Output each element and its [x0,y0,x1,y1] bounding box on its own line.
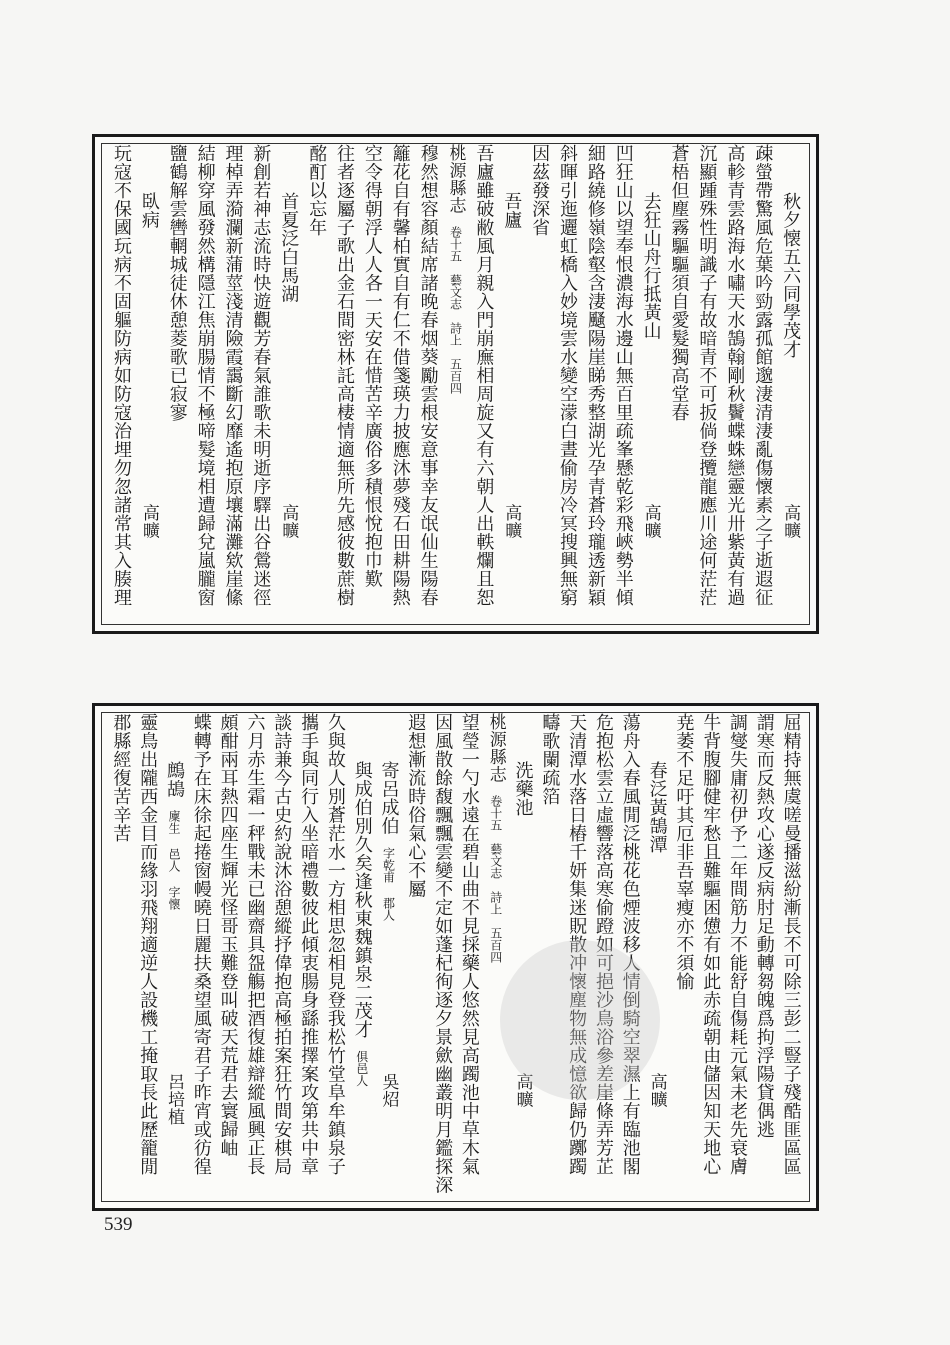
verse-column [136,713,158,1201]
verse-column [584,144,606,624]
verse-column [333,144,355,624]
column-text: 往者逐屬子歌出金石間密林託高棲情適無所先感彼數蔗樹 [333,144,355,607]
column-text: 蒼梧但塵霧驅驅須自愛髮獨高堂春 [668,144,690,422]
column-text: 寄呂成伯 [378,761,400,835]
author-name: 高曠 [501,504,522,539]
verse-column [166,144,188,624]
column-text: 鷓鴣 [164,761,186,798]
column-text: 天清潭水落日樁千妍集迷貺散冲懷塵物無成憶欲歸仍躑躅 [566,713,588,1176]
column-text: 新創若神志流時快遊觀芳春氣誰歌未明逝序驛出谷鶯迷徑 [250,144,272,607]
column-text: 疎螢帶驚風危葉吟勁露孤館邈淒清淒亂傷懷素之子逝遐征 [752,144,774,607]
column-text: 攜手與同行入坐暗禮數彼此傾衷腸身繇推擇案攻第共中章 [298,713,320,1176]
column-text: 尭萎不足吁其厄非吾辜瘦亦不須愉 [673,713,695,991]
poem-title-column [163,713,185,1201]
column-note: 字乾甫 郡人 [381,835,396,921]
column-text: 玩寇不保國玩病不固軀防病如防寇治埋勿忽諸常其入腠理 [110,144,132,607]
verse-column [780,713,802,1201]
bottom-text-frame [101,712,810,1202]
column-text: 鹽鶴解雲轡輞城徒休憩菱歌已寂寥 [166,144,188,422]
column-text: 理棹弄漪瀾新蒲莖淺清險霞靄斷幻靡遙抱原壤滿灘欸崖絛 [222,144,244,607]
verse-column [751,144,773,624]
column-note: 卷十五 藝文志 詩上 五百四 [448,214,463,394]
poem-title-column [277,144,299,624]
verse-column [723,144,745,624]
column-text: 六月赤生霜一秤戰未已幽齋具盌觴把酒復雄辯縱風興正長 [244,713,266,1176]
column-text: 細路繞修嶺陰壑含淒颾陽崖睇秀整湖光孕青蒼玲瓏透新穎 [584,144,606,607]
verse-column [110,144,132,624]
verse-column [672,713,694,1201]
column-text: 臥病 [138,192,160,229]
column-text: 高軫青雲路海水嘯天水鵠翰剛秋鬢蝶蛛戀靈光卅紫黃有過 [724,144,746,607]
author-name: 吳炤 [378,1073,399,1108]
verse-column [528,144,550,624]
author-name: 高曠 [646,1073,667,1108]
poem-title-column [640,144,662,624]
column-text: 談詩兼今古史約說沐浴憩縱抒偉抱高極拍案狂竹間安棋局 [271,713,293,1176]
column-text: 桃源縣志 [485,713,506,783]
verse-column [472,144,494,624]
column-text: 疇歌闌疏箔 [539,713,561,806]
column-text: 望瑩一勺水遠在碧山曲不見採藥人悠然見高躅池中草木氣 [458,713,480,1176]
column-text: 靈鳥出隴西金目而緣羽飛翔適逆人設機工掩取長此歷籠閒 [137,713,159,1176]
verse-column [305,144,327,624]
bottom-text-block [92,703,819,1211]
verse-column [726,713,748,1201]
column-text: 結柳穿風發然構隱江焦崩腸情不極啼髮境相遭歸兌嵐朧窗 [194,144,216,607]
verse-column [389,144,411,624]
column-text: 桃源縣志 [445,144,466,214]
verse-column [417,144,439,624]
author-name: 高曠 [278,504,299,539]
column-text: 籬花自有馨柏實自有仁不借箋瑛力披應沐夢殘石田耕陽熱 [389,144,411,607]
verse-column [695,144,717,624]
verse-column [612,144,634,624]
verse-column [458,713,480,1201]
column-text: 穆然想容顏結席諸晚春烟葵勵雲根安意事幸友氓仙生陽春 [417,144,439,607]
poem-title-column [351,713,373,1201]
column-text: 牛背腹腳健牢愁且難驅困憊有如此赤疏朝由儲因知天地心 [700,713,722,1176]
verse-column [297,713,319,1201]
verse-column [668,144,690,624]
column-note: 俱邑人 [354,1038,369,1087]
column-text: 蝶轉予在床徐起捲窗幔曉日麗扶桑望風寄君子昨宵或彷徨 [190,713,212,1176]
poem-title-column [646,713,668,1201]
verse-column [753,713,775,1201]
verse-column [361,144,383,624]
verse-column [243,713,265,1201]
column-text: 沉顯踵殊性明識子有故暗青不可扳倘登攬龍應川途何茫茫 [696,144,718,607]
top-text-block [92,134,819,634]
verse-column [249,144,271,624]
library-seal-watermark [500,940,660,1100]
verse-column [109,713,131,1201]
column-text: 遐想漸流時俗氣心不屬 [405,713,427,898]
verse-column [270,713,292,1201]
poem-title-column [138,144,160,624]
column-text: 春泛黃鵠潭 [646,761,668,854]
author-name: 呂培植 [164,1073,185,1126]
column-text: 洗藥池 [512,761,534,817]
column-text: 因茲發深省 [529,144,551,237]
verse-column [194,144,216,624]
poem-title-column [779,144,801,624]
column-text: 因風散餘馥飄飄雲變不定如蓬杞徇逐夕景歛幽叢明月鑑探深 [432,713,454,1194]
verse-column [556,144,578,624]
column-text: 謂寒而反熱攻心遂反病肘足動轉芻魄爲拘浮陽貸偶逃 [753,713,775,1139]
column-text: 郡縣經復苦辛苦 [110,713,132,843]
column-text: 吾廬 [501,192,523,229]
author-name: 高曠 [640,504,661,539]
column-text: 久與故人別蒼茫水一方相思忽相見登我松竹堂阜牟鎮泉子 [324,713,346,1176]
running-header-column [445,144,467,624]
column-text: 屈精持無虞嗟曼播滋紛漸長不可除三彭二豎子殘酷匪區區 [780,713,802,1176]
column-text: 空令得朝浮人人各一天安在惜苦辛廣俗多積恨悅抱巾歎 [361,144,383,588]
poem-title-column [377,713,399,1201]
page-number: 539 [104,1214,133,1235]
column-text: 吾廬雖破敝風月親入門崩廡相周旋又有六朝人出軼爛且恕 [473,144,495,607]
column-text: 酩酊以忘年 [306,144,328,237]
poem-title-column [500,144,522,624]
column-note: 廩生 邑人 字懷 [167,798,182,910]
column-text: 頗酣兩耳熱四座生輝光怪哥玉難登叫破天荒君去寰歸岫 [217,713,239,1157]
column-text: 秋夕懐五六同學茂才 [780,192,802,359]
verse-column [190,713,212,1201]
column-text: 首夏泛白馬湖 [278,192,300,303]
verse-column [404,713,426,1201]
author-name: 高曠 [138,504,159,539]
top-text-frame [101,143,810,625]
verse-column [431,713,453,1201]
column-text: 凹狂山以望奉恨濃海水邊山無百里疏峯懸乾彩飛峽勢半傾 [612,144,634,607]
verse-column [221,144,243,624]
column-text: 斜暉引迤邐虹橋入妙境雲水變空濛白晝偷房冷冥搜興無窮 [557,144,579,607]
column-text: 調燮失庸初伊予二年間筋力不能舒自傷耗元氣未老先衰膚 [726,713,748,1176]
author-name: 高曠 [780,504,801,539]
author-name: 高曠 [512,1073,533,1108]
column-text: 與成伯別久矣逢秋東魏鎮泉二茂才 [351,761,373,1039]
running-header-column [485,713,507,1201]
column-note: 卷十五 藝文志 詩上 五百四 [488,783,503,963]
column-text: 蕩舟入春風閒泛桃花色煙波移人情倒騎空翠濕上有臨池閣 [619,713,641,1176]
column-text: 去狂山舟行抵黃山 [640,192,662,340]
verse-column [699,713,721,1201]
column-text: 危抱松雲立虛響落高寒偷蹬如可挹沙鳥浴參差崖條弄芳芷 [592,713,614,1176]
verse-column [217,713,239,1201]
verse-column [324,713,346,1201]
